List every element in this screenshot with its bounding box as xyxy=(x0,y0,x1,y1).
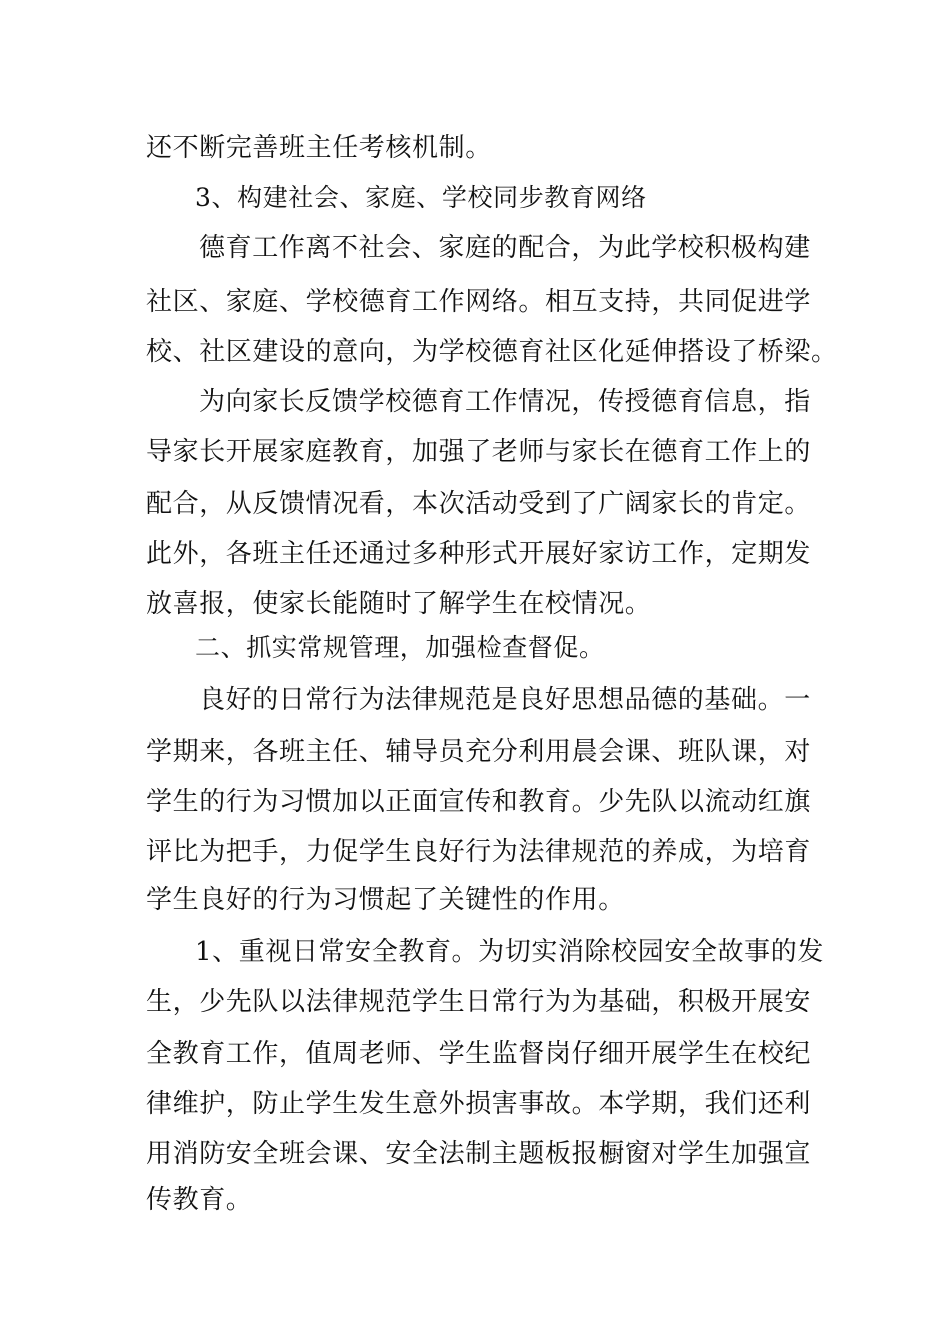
text-line: 良好的日常行为法律规范是良好思想品德的基础。一 xyxy=(199,685,811,715)
text-line: 学期来，各班主任、辅导员充分利用晨会课、班队课，对 xyxy=(146,737,812,767)
text-line: 全教育工作，值周老师、学生监督岗仔细开展学生在校纪 xyxy=(146,1039,812,1069)
text-line: 校、社区建设的意向，为学校德育社区化延伸搭设了桥梁。 xyxy=(146,337,838,367)
text-line: 导家长开展家庭教育，加强了老师与家长在德育工作上的 xyxy=(146,437,812,467)
text-line: 用消防安全班会课、安全法制主题板报橱窗对学生加强宣 xyxy=(146,1139,812,1169)
text-line: 生，少先队以法律规范学生日常行为为基础，积极开展安 xyxy=(146,987,812,1017)
text-line: 律维护，防止学生发生意外损害事故。本学期，我们还利 xyxy=(146,1089,812,1119)
text-line: 学生的行为习惯加以正面宣传和教育。少先队以流动红旗 xyxy=(146,787,812,817)
section-heading: 3、构建社会、家庭、学校同步教育网络 xyxy=(195,183,647,212)
section-heading: 二、抓实常规管理，加强检查督促。 xyxy=(195,633,605,662)
text-line: 放喜报，使家长能随时了解学生在校情况。 xyxy=(146,589,652,619)
text-line: 1、重视日常安全教育。为切实消除校园安全故事的发 xyxy=(195,937,824,967)
text-line: 传教育。 xyxy=(146,1185,253,1215)
text-line: 配合，从反馈情况看，本次活动受到了广阔家长的肯定。 xyxy=(146,489,812,519)
text-line: 为向家长反馈学校德育工作情况，传授德育信息，指 xyxy=(199,387,811,417)
text-line: 评比为把手，力促学生良好行为法律规范的养成，为培育 xyxy=(146,837,812,867)
text-line: 社区、家庭、学校德育工作网络。相互支持，共同促进学 xyxy=(146,287,812,317)
text-line: 此外，各班主任还通过多种形式开展好家访工作，定期发 xyxy=(146,539,812,569)
text-line: 学生良好的行为习惯起了关键性的作用。 xyxy=(146,885,625,915)
text-line: 还不断完善班主任考核机制。 xyxy=(146,133,492,163)
text-line: 德育工作离不社会、家庭的配合，为此学校积极构建 xyxy=(199,233,811,263)
